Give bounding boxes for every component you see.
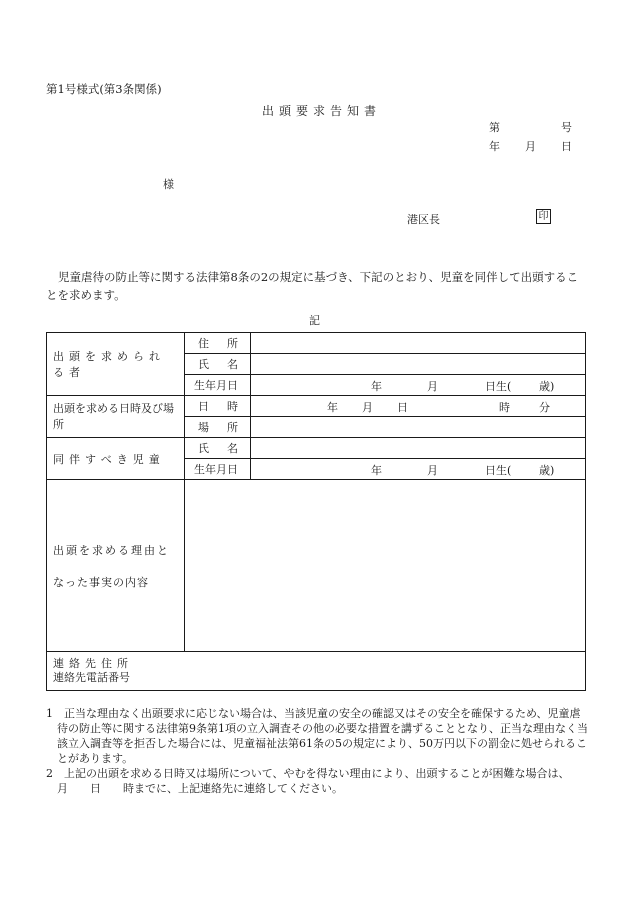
- ki-heading: 記: [309, 314, 320, 327]
- birth-label: 生年月日: [185, 375, 251, 396]
- issue-date-day: 日: [561, 140, 572, 153]
- issue-date-month: 月: [525, 140, 536, 153]
- datetime-label: 日 時: [185, 396, 251, 417]
- issuer-title: 港区長: [407, 213, 440, 226]
- child-heading: 同伴すべき児童: [47, 438, 185, 480]
- datetime-row: [47, 396, 586, 417]
- contact-address-label: 連絡先住所: [53, 657, 133, 670]
- reason-heading: 出頭を求める理由と なった事実の内容: [47, 480, 185, 652]
- name-label: 氏 名: [185, 354, 251, 375]
- child-name-field[interactable]: [251, 438, 586, 459]
- body-paragraph: 児童虐待の防止等に関する法律第8条の2の規定に基づき、下記のとおり、児童を同伴して出頭することを求めます。: [46, 270, 579, 302]
- form-number: 第1号様式(第3条関係): [46, 82, 162, 96]
- requested-person-heading: 出頭を求められる者: [47, 333, 185, 396]
- requested-address-row: [47, 333, 586, 354]
- address-field[interactable]: [251, 333, 586, 354]
- document-number-prefix: 第: [489, 121, 500, 134]
- datetime-place-heading: 出頭を求める日時及び場所: [47, 396, 185, 438]
- contact-row: [47, 652, 586, 691]
- request-form-table: [46, 332, 586, 691]
- note-item: 2 上記の出頭を求める日時又は場所について、やむを得ない理由により、出頭することが困難な場合は、 月 日 時までに、上記連絡先に連絡してください。: [46, 767, 587, 795]
- reason-row: [47, 480, 586, 652]
- child-name-label: 氏 名: [185, 438, 251, 459]
- note-item: 1 正当な理由なく出頭要求に応じない場合は、当該児童の安全の確認又はその安全を確保するため、児童虐待の防止等に関する法律第9条第1項の立入調査その他の必要な措置を講ずることとなり、正当な理由なく当該立入調査等を拒否した場合には、児童福祉法第61条の5の規定により、50万円以下の罰金に処せられることがあります。: [46, 707, 588, 765]
- issue-date-year: 年: [489, 140, 500, 153]
- child-birth-label: 生年月日: [185, 459, 251, 480]
- document-number-suffix: 号: [561, 121, 572, 134]
- place-field[interactable]: [251, 417, 586, 438]
- seal-mark: 印: [536, 209, 551, 224]
- datetime-field[interactable]: 年 月 日 時 分: [251, 396, 586, 417]
- child-name-row: [47, 438, 586, 459]
- document-title: 出頭要求告知書: [262, 104, 382, 118]
- addressee-suffix: 様: [163, 178, 174, 191]
- place-label: 場 所: [185, 417, 251, 438]
- contact-phone-label: 連絡先電話番号: [53, 671, 130, 684]
- birth-date-field[interactable]: 年 月 日生( 歳): [251, 375, 586, 396]
- address-label: 住 所: [185, 333, 251, 354]
- child-birth-date-field[interactable]: 年 月 日生( 歳): [251, 459, 586, 480]
- notes: [46, 706, 590, 796]
- reason-field[interactable]: [185, 480, 586, 652]
- contact-info[interactable]: [47, 652, 586, 691]
- name-field[interactable]: [251, 354, 586, 375]
